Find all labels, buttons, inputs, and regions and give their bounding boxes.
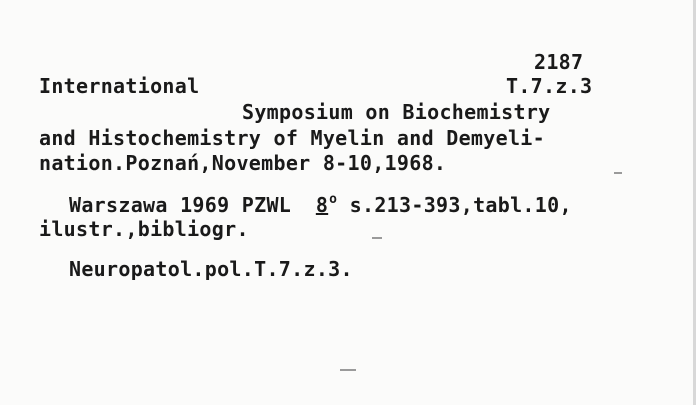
- title-line-2: Symposium on Biochemistry: [242, 100, 551, 124]
- title-line-4: nation.Poznań,November 8-10,1968.: [39, 151, 447, 175]
- imprint-place-year-publisher: Warszawa 1969 PZWL: [69, 193, 292, 217]
- title-line-3: and Histochemistry of Myelin and Demyeli-: [39, 126, 545, 150]
- paper-speck: [614, 172, 622, 174]
- title-first-word: International: [39, 74, 200, 98]
- format-degree-mark: o: [329, 192, 338, 207]
- imprint-line: [69, 193, 572, 215]
- series-note: Neuropatol.pol.T.7.z.3.: [69, 257, 353, 281]
- paper-speck: [340, 369, 356, 371]
- imprint-continuation: ilustr.,bibliogr.: [39, 217, 249, 241]
- imprint-pages-tables: s.213-393,tabl.10,: [349, 193, 572, 217]
- shelf-mark: T.7.z.3: [506, 74, 593, 98]
- format-value: 8: [315, 193, 329, 217]
- paper-speck: [372, 237, 382, 239]
- catalog-number: 2187: [534, 50, 584, 74]
